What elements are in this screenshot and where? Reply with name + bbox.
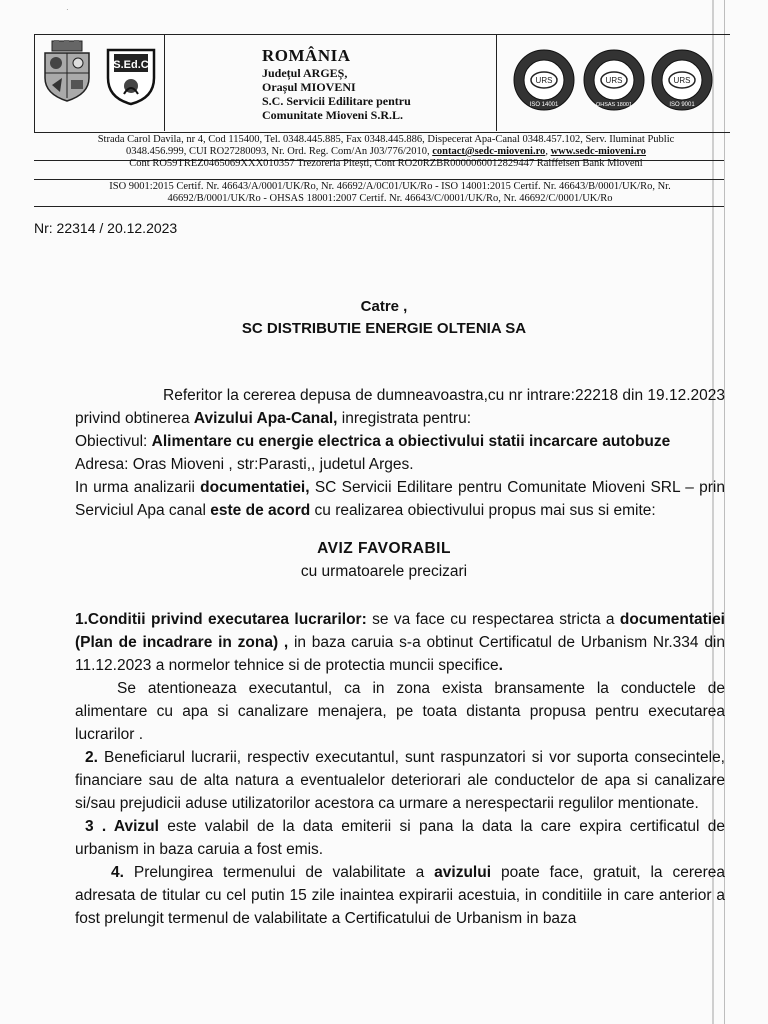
country-name: ROMÂNIA xyxy=(262,46,351,65)
condition-1 xyxy=(75,608,725,677)
document-number: Nr: 22314 / 20.12.2023 xyxy=(34,220,178,236)
condition-1-warning: Se atentioneaza executantul, ca in zona exista bransamente la conductele de alimentare cu apa si canalizare menajera, pe toata distanta propusa pentru executarea lucrarilor . xyxy=(75,680,725,743)
recipient-label: Catre , xyxy=(360,298,408,315)
scan-speck: · xyxy=(66,5,69,14)
condition-2 xyxy=(75,746,725,815)
text-bold: 2. xyxy=(85,749,98,766)
town-name: Orașul MIOVENI xyxy=(262,80,356,94)
website-link[interactable]: www.sedc-mioveni.ro xyxy=(550,146,647,157)
iso-9001-seal-icon xyxy=(650,48,714,112)
objective-line xyxy=(75,430,725,453)
seal-mark: URS xyxy=(605,76,623,85)
sedc-logo-text: S.Ed.C xyxy=(113,59,149,71)
iso-certifications xyxy=(60,181,720,205)
text: Prelungirea termenului de valabilitate a xyxy=(123,864,435,881)
contact-line: Cont RO59TREZ0465069XXX010357 Trezoreria Pitești, Cont RO20RZBR0000060012829447 Raiffeisen Bank Mioveni xyxy=(129,158,643,169)
seal-label: ISO 14001 xyxy=(529,102,559,108)
intro-paragraph xyxy=(75,384,725,430)
text: poate face, gratuit, la cererea adresata de titular cu cel putin 15 zile inaintea expirarii acestuia, in conditiile in care anterior a fost prelungit termenul de valabilitate a Certificatului de Urbanism in baza xyxy=(75,864,725,927)
text: Referitor la cererea depusa de dumneavoastra,cu nr intrare:22218 din 19.12.2023 privind obtinerea xyxy=(75,387,725,427)
address-line: Adresa: Oras Mioveni , str:Parasti,, judetul Arges. xyxy=(75,456,414,473)
contact-line: Strada Carol Davila, nr 4, Cod 115400, Tel. 0348.445.885, Fax 0348.445.886, Dispecerat Apa-Canal 0348.457.102, Serv. Iluminat Public xyxy=(97,134,675,145)
contact-line xyxy=(48,146,724,158)
town-coat-of-arms-icon xyxy=(40,40,94,102)
text-bold: documentatiei (Plan de incadrare in zona) , xyxy=(75,611,725,651)
text: cu realizarea obiectivului propus mai sus si emite: xyxy=(310,502,656,519)
contact-details xyxy=(48,134,724,170)
aviz-subtitle: cu urmatoarele precizari xyxy=(300,563,468,580)
iso-14001-seal-icon xyxy=(512,48,576,112)
text-bold: 4. xyxy=(111,864,124,881)
county-name: Județul ARGEȘ, xyxy=(262,66,348,80)
contact-text: 0348.456.999, CUI RO27280093, Nr. Ord. Reg. Com/An J03/776/2010, xyxy=(125,146,433,157)
text-bold: Avizului Apa-Canal, xyxy=(193,410,338,427)
seal-label: OHSAS 18001 xyxy=(595,102,633,108)
seal-mark: URS xyxy=(673,76,691,85)
text: In urma analizarii xyxy=(75,479,201,496)
text-bold: avizului xyxy=(434,864,492,881)
text-bold: . xyxy=(498,657,503,674)
text-bold: 1.Conditii privind executarea lucrarilor: xyxy=(75,611,367,628)
company-name-line2: Comunitate Mioveni S.R.L. xyxy=(262,108,403,122)
sedc-logo-icon xyxy=(104,46,158,106)
text-bold: 3 . Avizul xyxy=(85,818,159,835)
conditions-section xyxy=(75,608,725,930)
text: Obiectivul: xyxy=(75,433,152,450)
aviz-title: AVIZ FAVORABIL xyxy=(317,540,451,557)
text: in baza caruia s-a obtinut Certificatul de Urbanism Nr.334 din 11.12.2023 a normelor tehnice si de protectia muncii specifice xyxy=(75,634,725,674)
intro-section xyxy=(75,384,725,522)
text: se va face cu respectarea stricta a xyxy=(366,611,620,628)
seal-label: ISO 9001 xyxy=(669,102,695,108)
text: este valabil de la data emiterii si pana la data la care expira certificatul de urbanism in baza caruia a fost emis. xyxy=(75,818,725,858)
recipient-name: SC DISTRIBUTIE ENERGIE OLTENIA SA xyxy=(241,320,527,337)
text-bold: este de acord xyxy=(210,502,311,519)
condition-4 xyxy=(75,861,725,930)
analysis-paragraph xyxy=(75,476,725,522)
company-name-line1: S.C. Servicii Edilitare pentru xyxy=(262,94,411,108)
email-link[interactable]: contact@sedc-mioveni.ro xyxy=(432,146,546,157)
organization-block xyxy=(262,46,411,122)
condition-3 xyxy=(75,815,725,861)
text: Beneficiarul lucrarii, respectiv executantul, sunt raspunzatori si vor suporta consecintele, financiare sau de alta natura a eventualelor deteriorari ale conductelor de apa si canalizare si/sau prejudicii aduse utilizatorilor acestora ca urmare a nerespectarii regulilor mentionate. xyxy=(75,749,725,812)
seal-mark: URS xyxy=(535,76,553,85)
letterhead-divider xyxy=(496,34,497,131)
contact-text: , xyxy=(545,146,551,157)
objective-title: Alimentare cu energie electrica a obiectivului statii incarcare autobuze xyxy=(151,433,671,450)
letterhead-rule xyxy=(34,206,724,207)
letterhead-divider xyxy=(164,34,165,131)
text: SC Servicii Edilitare pentru Comunitate Mioveni SRL – prin Serviciul Apa canal xyxy=(75,479,725,519)
ohsas-18001-seal-icon xyxy=(582,48,646,112)
iso-line: 46692/B/0001/UK/Ro - OHSAS 18001:2007 Certif. Nr. 46643/C/0001/UK/Ro, Nr. 46692/C/0001/UK/Ro xyxy=(167,193,613,204)
text: inregistrata pentru: xyxy=(337,410,472,427)
letterhead-rule xyxy=(34,179,724,180)
text-bold: documentatiei, xyxy=(200,479,310,496)
iso-line: ISO 9001:2015 Certif. Nr. 46643/A/0001/UK/Ro, Nr. 46692/A/0C01/UK/Ro - ISO 14001:2015 Certif. Nr. 46643/B/0001/UK/Ro, Nr. xyxy=(109,181,671,192)
